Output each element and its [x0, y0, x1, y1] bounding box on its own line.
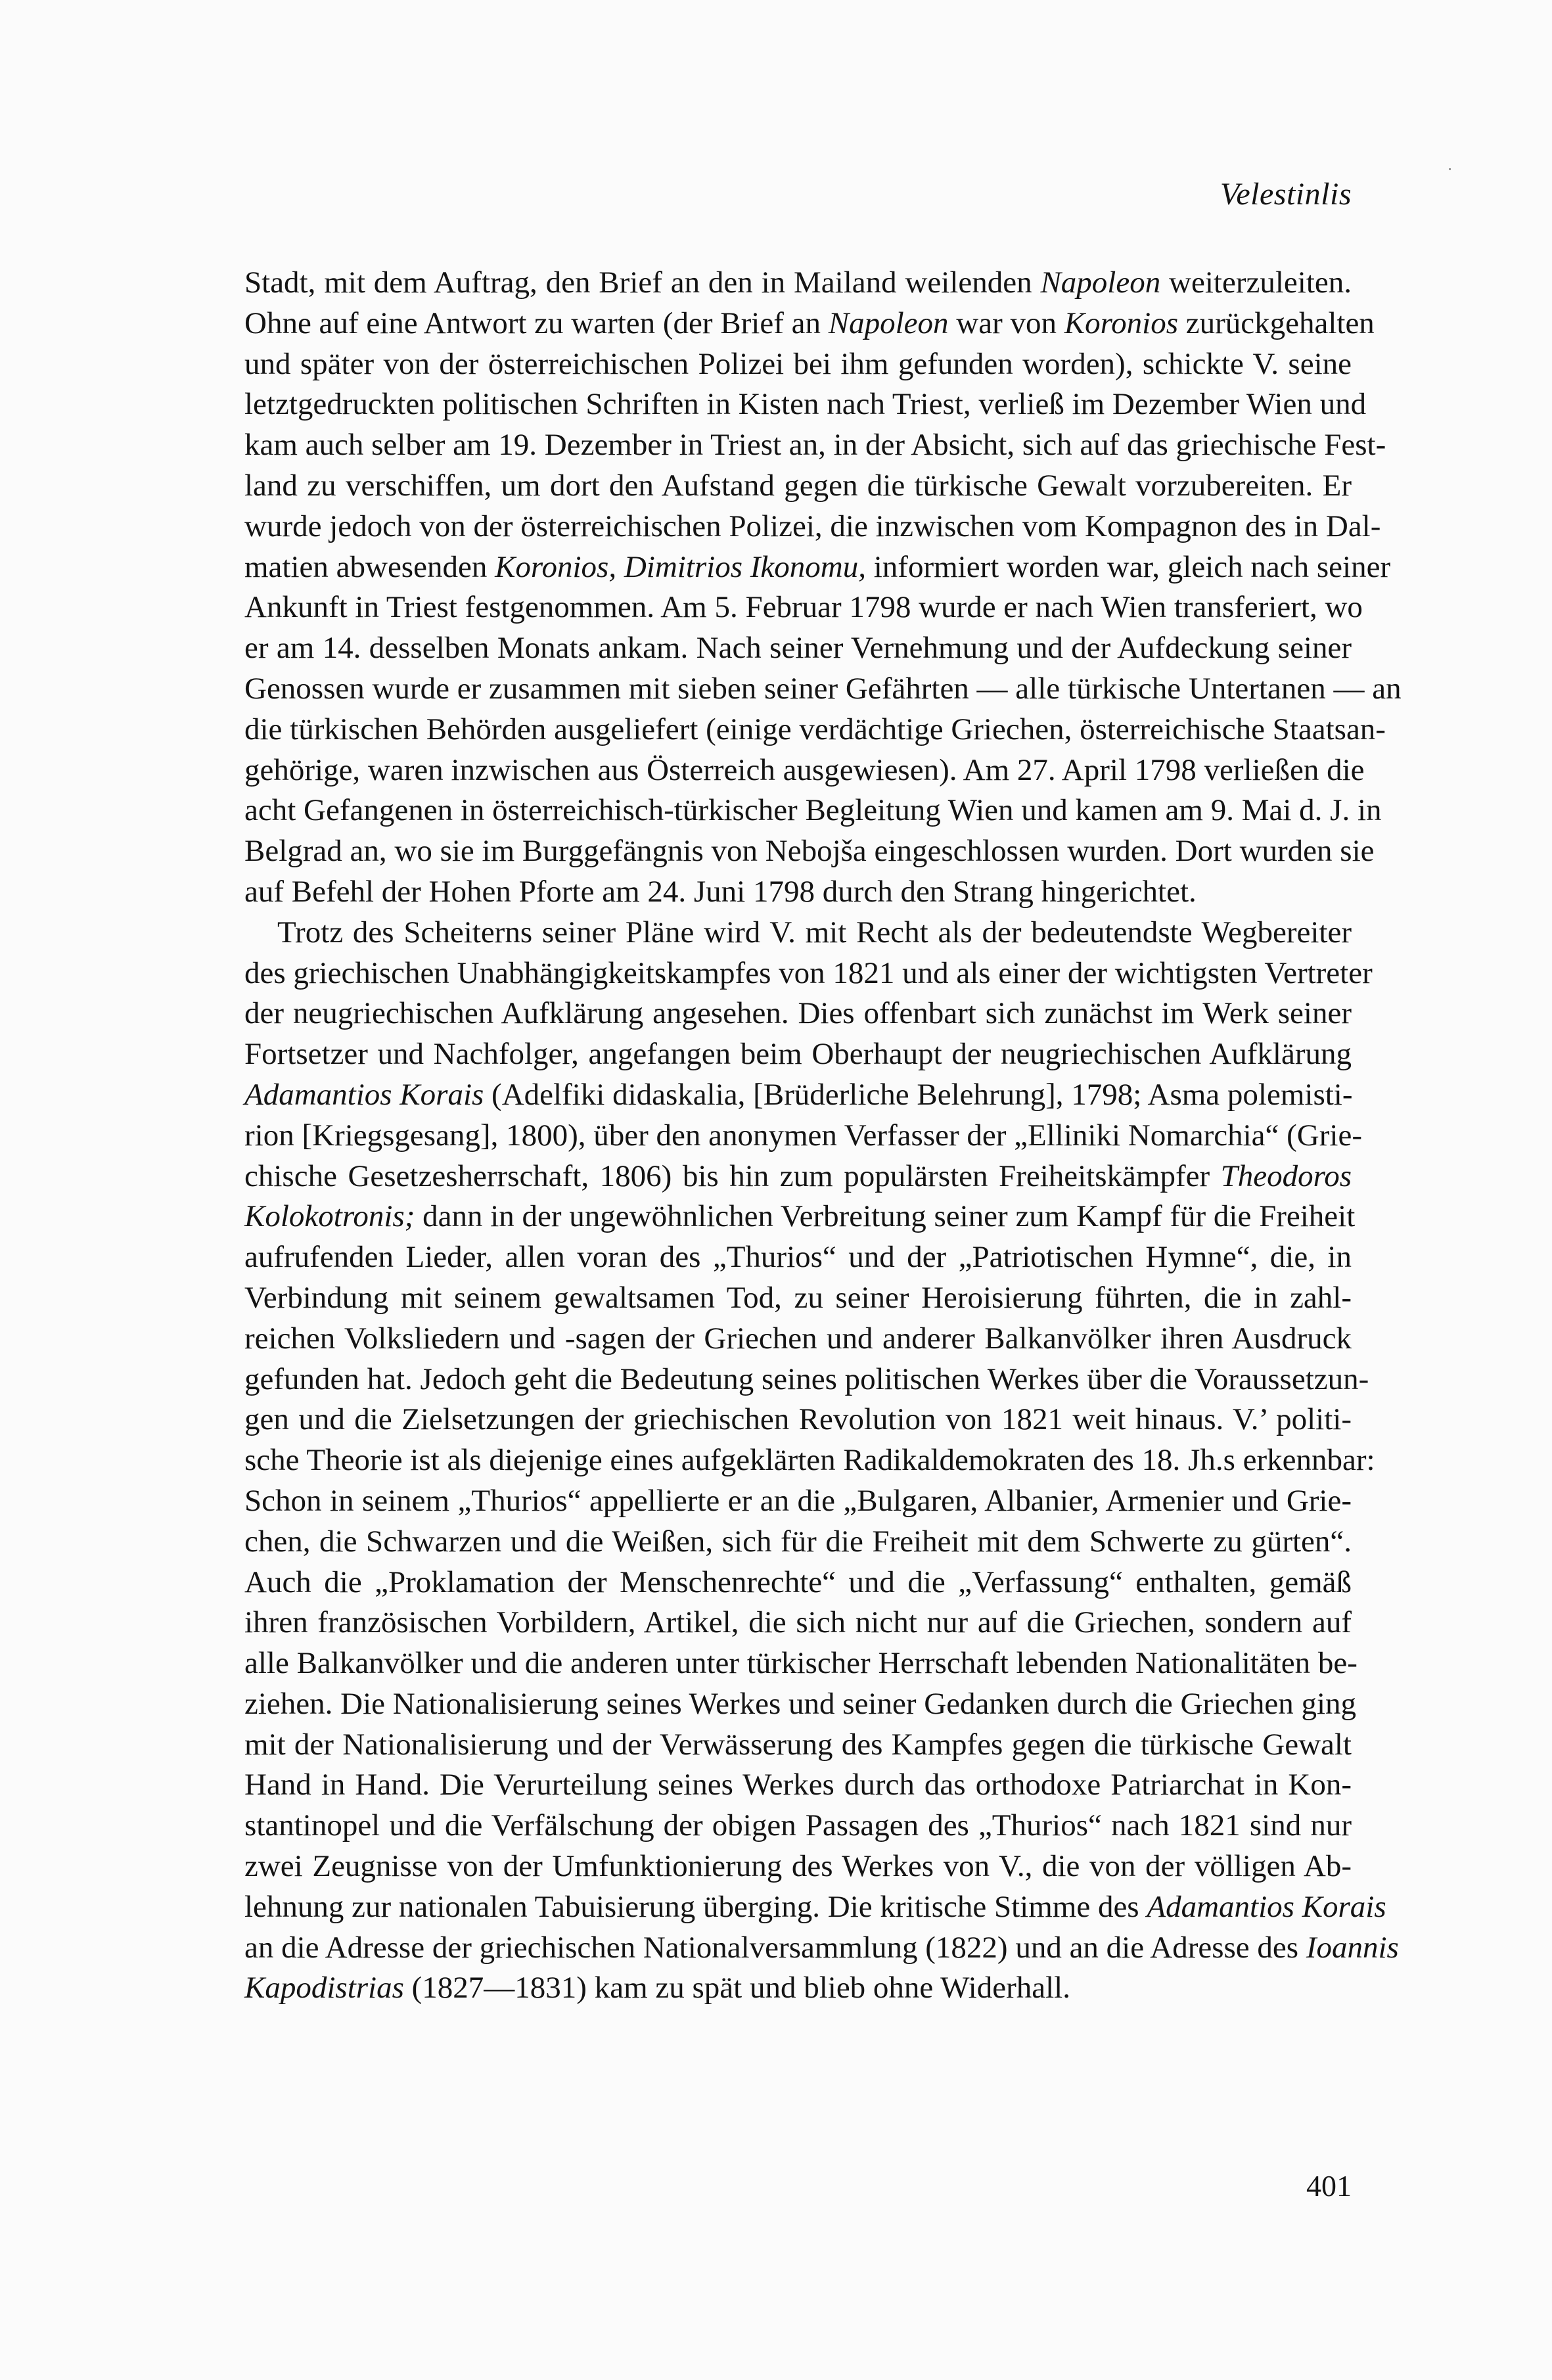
text-segment: an die Adresse der griechischen Nationalversammlung (1822) und an die Adresse des	[244, 1930, 1306, 1965]
text-segment: kam auch selber am 19. Dezember in Triest an, in der Absicht, sich auf das griechische Fest-	[244, 428, 1386, 463]
text-line	[244, 1684, 1356, 1725]
text-line	[244, 628, 1352, 669]
text-segment: gefunden hat. Jedoch geht die Bedeutung seines politischen Werkes über die Voraussetzun-	[244, 1362, 1369, 1396]
text-line	[244, 425, 1386, 466]
text-segment: (1827—1831) kam zu spät und blieb ohne Widerhall.	[403, 1971, 1070, 2005]
text-segment: matien abwesenden	[244, 549, 495, 584]
text-line	[244, 953, 1373, 994]
text-line	[244, 507, 1381, 547]
text-line	[244, 872, 1352, 913]
text-segment: Hand in Hand. Die Verurteilung seines Werkes durch das orthodoxe Patriarchat in Kon-	[244, 1768, 1352, 1802]
text-segment: Stadt, mit dem Auftrag, den Brief an den in Mailand weilenden	[244, 265, 1041, 300]
text-segment: die türkischen Behörden ausgeliefert (einige verdächtige Griechen, österreichische Staatsan-	[244, 712, 1386, 746]
text-segment: Ankunft in Triest festgenommen. Am 5. Februar 1798 wurde er nach Wien transferiert, wo	[244, 590, 1363, 625]
text-line	[244, 1928, 1399, 1969]
text-segment: zurückgehalten	[1177, 306, 1375, 340]
text-line	[244, 1522, 1352, 1563]
text-segment: aufrufenden Lieder, allen voran des „Thurios“ und der „Patriotischen Hymne“, die, in	[244, 1240, 1352, 1275]
text-line	[244, 1116, 1362, 1156]
text-segment: sche Theorie ist als diejenige eines aufgeklärten Radikaldemokraten des 18. Jh.s erkennbar:	[244, 1443, 1375, 1478]
text-segment: dann in der ungewöhnlichen Verbreitung seiner zum Kampf für die Freiheit	[415, 1199, 1356, 1234]
text-segment: ihren französischen Vorbildern, Artikel, die sich nicht nur auf die Griechen, sondern auf	[244, 1605, 1352, 1640]
text-line	[244, 790, 1382, 831]
text-line	[244, 750, 1365, 791]
text-line	[244, 1481, 1352, 1522]
text-segment: lehnung zur nationalen Tabuisierung überging. Die kritische Stimme des	[244, 1889, 1147, 1924]
text-segment: acht Gefangenen in österreichisch-türkischer Begleitung Wien und kamen am 9. Mai d. J. in	[244, 793, 1382, 828]
text-line	[244, 1563, 1352, 1603]
italic-name: Napoleon	[1040, 265, 1161, 300]
text-line	[244, 1887, 1386, 1928]
text-line	[244, 1400, 1352, 1440]
italic-name: Napoleon	[828, 306, 949, 340]
text-segment: gen und die Zielsetzungen der griechischen Revolution von 1821 weit hinaus. V.’ politi-	[244, 1402, 1352, 1437]
body-text	[244, 263, 1402, 2009]
text-segment: Genossen wurde er zusammen mit sieben seiner Gefährten — alle türkische Untertanen — an	[244, 671, 1402, 706]
text-segment: (Adelfiki didaskalia, [Brüderliche Belehrung], 1798; Asma polemisti-	[484, 1077, 1353, 1112]
text-segment: des griechischen Unabhängigkeitskampfes von 1821 und als einer der wichtigsten Vertreter	[244, 955, 1373, 990]
text-line	[244, 831, 1375, 872]
text-segment: gehörige, waren inzwischen aus Österreich ausgewiesen). Am 27. April 1798 verließen die	[244, 752, 1365, 787]
text-segment: weiterzuleiten.	[1160, 265, 1352, 300]
text-segment: reichen Volksliedern und -sagen der Griechen und anderer Balkanvölker ihren Ausdruck	[244, 1321, 1352, 1356]
text-segment: Fortsetzer und Nachfolger, angefangen beim Oberhaupt der neugriechischen Aufklärung	[244, 1037, 1352, 1072]
italic-name: Kolokotronis;	[244, 1199, 415, 1234]
text-segment: informiert worden war, gleich nach seiner	[865, 549, 1391, 584]
text-line	[244, 587, 1363, 628]
text-line	[244, 1968, 1352, 2009]
italic-name: Ioannis	[1306, 1930, 1399, 1965]
text-segment: Schon in seinem „Thurios“ appellierte er an die „Bulgaren, Albanier, Armenier und Grie-	[244, 1483, 1352, 1518]
text-line	[244, 466, 1352, 507]
text-line	[244, 1806, 1352, 1846]
italic-name: Koronios	[1064, 306, 1178, 340]
text-segment: Belgrad an, wo sie im Burggefängnis von Nebojša eingeschlossen wurden. Dort wurden sie	[244, 834, 1375, 869]
text-segment: chen, die Schwarzen und die Weißen, sich für die Freiheit mit dem Schwerte zu gürten“.	[244, 1524, 1352, 1559]
text-segment: zwei Zeugnisse von der Umfunktionierung des Werkes von V., die von der völligen Ab-	[244, 1849, 1352, 1884]
scan-artifact	[1449, 168, 1451, 170]
text-segment: Trotz des Scheiterns seiner Pläne wird V. mit Recht als der bedeutendste Wegbereiter	[277, 915, 1352, 950]
text-segment: Verbindung mit seinem gewaltsamen Tod, zu seiner Heroisierung führten, die in zahl-	[244, 1280, 1352, 1315]
text-line	[244, 1360, 1369, 1400]
text-line	[244, 913, 1352, 953]
text-line	[244, 1603, 1352, 1643]
italic-name: Koronios, Dimitrios Ikonomu,	[495, 549, 866, 584]
text-line	[244, 384, 1367, 425]
text-line	[244, 1034, 1352, 1075]
text-line	[244, 994, 1352, 1034]
text-line	[244, 1846, 1352, 1887]
text-segment: chische Gesetzesherrschaft, 1806) bis hin zum populärsten Freiheitskämpfer	[244, 1158, 1221, 1193]
text-line	[244, 304, 1375, 344]
italic-name: Adamantios Korais	[244, 1077, 484, 1112]
text-line	[244, 1156, 1352, 1197]
text-line	[244, 1278, 1352, 1319]
text-segment: Ohne auf eine Antwort zu warten (der Brief an	[244, 306, 829, 340]
text-segment: auf Befehl der Hohen Pforte am 24. Juni 1798 durch den Strang hingerichtet.	[244, 874, 1197, 909]
text-line	[244, 344, 1352, 385]
text-line	[244, 1643, 1358, 1684]
text-segment: land zu verschiffen, um dort den Aufstand gegen die türkische Gewalt vorzubereiten. Er	[244, 468, 1352, 503]
text-segment: letztgedruckten politischen Schriften in Kisten nach Triest, verließ im Dezember Wien und	[244, 387, 1367, 422]
text-line	[244, 547, 1391, 588]
text-segment: er am 14. desselben Monats ankam. Nach seiner Vernehmung und der Aufdeckung seiner	[244, 631, 1352, 666]
text-segment: alle Balkanvölker und die anderen unter türkischer Herrschaft lebenden Nationalitäten be-	[244, 1646, 1358, 1681]
text-line	[244, 1237, 1352, 1278]
text-segment: stantinopel und die Verfälschung der obigen Passagen des „Thurios“ nach 1821 sind nur	[244, 1808, 1352, 1843]
text-line	[244, 1075, 1352, 1116]
text-segment: Auch die „Proklamation der Menschenrechte“ und die „Verfassung“ enthalten, gemäß	[244, 1565, 1352, 1599]
text-segment: mit der Nationalisierung und der Verwässerung des Kampfes gegen die türkische Gewalt	[244, 1727, 1352, 1762]
text-line	[244, 710, 1386, 750]
text-line	[244, 669, 1402, 710]
italic-name: Kapodistrias	[244, 1971, 404, 2005]
text-line	[244, 1440, 1375, 1481]
page-number: 401	[1306, 2169, 1352, 2203]
text-line	[244, 1319, 1352, 1360]
italic-name: Adamantios Korais	[1147, 1889, 1386, 1924]
text-segment: war von	[948, 306, 1064, 340]
text-segment: wurde jedoch von der österreichischen Polizei, die inzwischen vom Kompagnon des in Dal-	[244, 509, 1381, 543]
text-segment: und später von der österreichischen Polizei bei ihm gefunden worden), schickte V. seine	[244, 346, 1352, 381]
running-header: Velestinlis	[1220, 177, 1352, 212]
text-line	[244, 263, 1352, 304]
text-line	[244, 1765, 1352, 1806]
text-segment: ziehen. Die Nationalisierung seines Werkes und seiner Gedanken durch die Griechen ging	[244, 1686, 1356, 1721]
text-line	[244, 1725, 1352, 1766]
text-segment: der neugriechischen Aufklärung angesehen. Dies offenbart sich zunächst im Werk seiner	[244, 996, 1352, 1031]
italic-name: Theodoros	[1220, 1158, 1352, 1193]
text-segment: rion [Kriegsgesang], 1800), über den anonymen Verfasser der „Elliniki Nomarchia“ (Grie-	[244, 1118, 1362, 1153]
text-line	[244, 1197, 1356, 1237]
